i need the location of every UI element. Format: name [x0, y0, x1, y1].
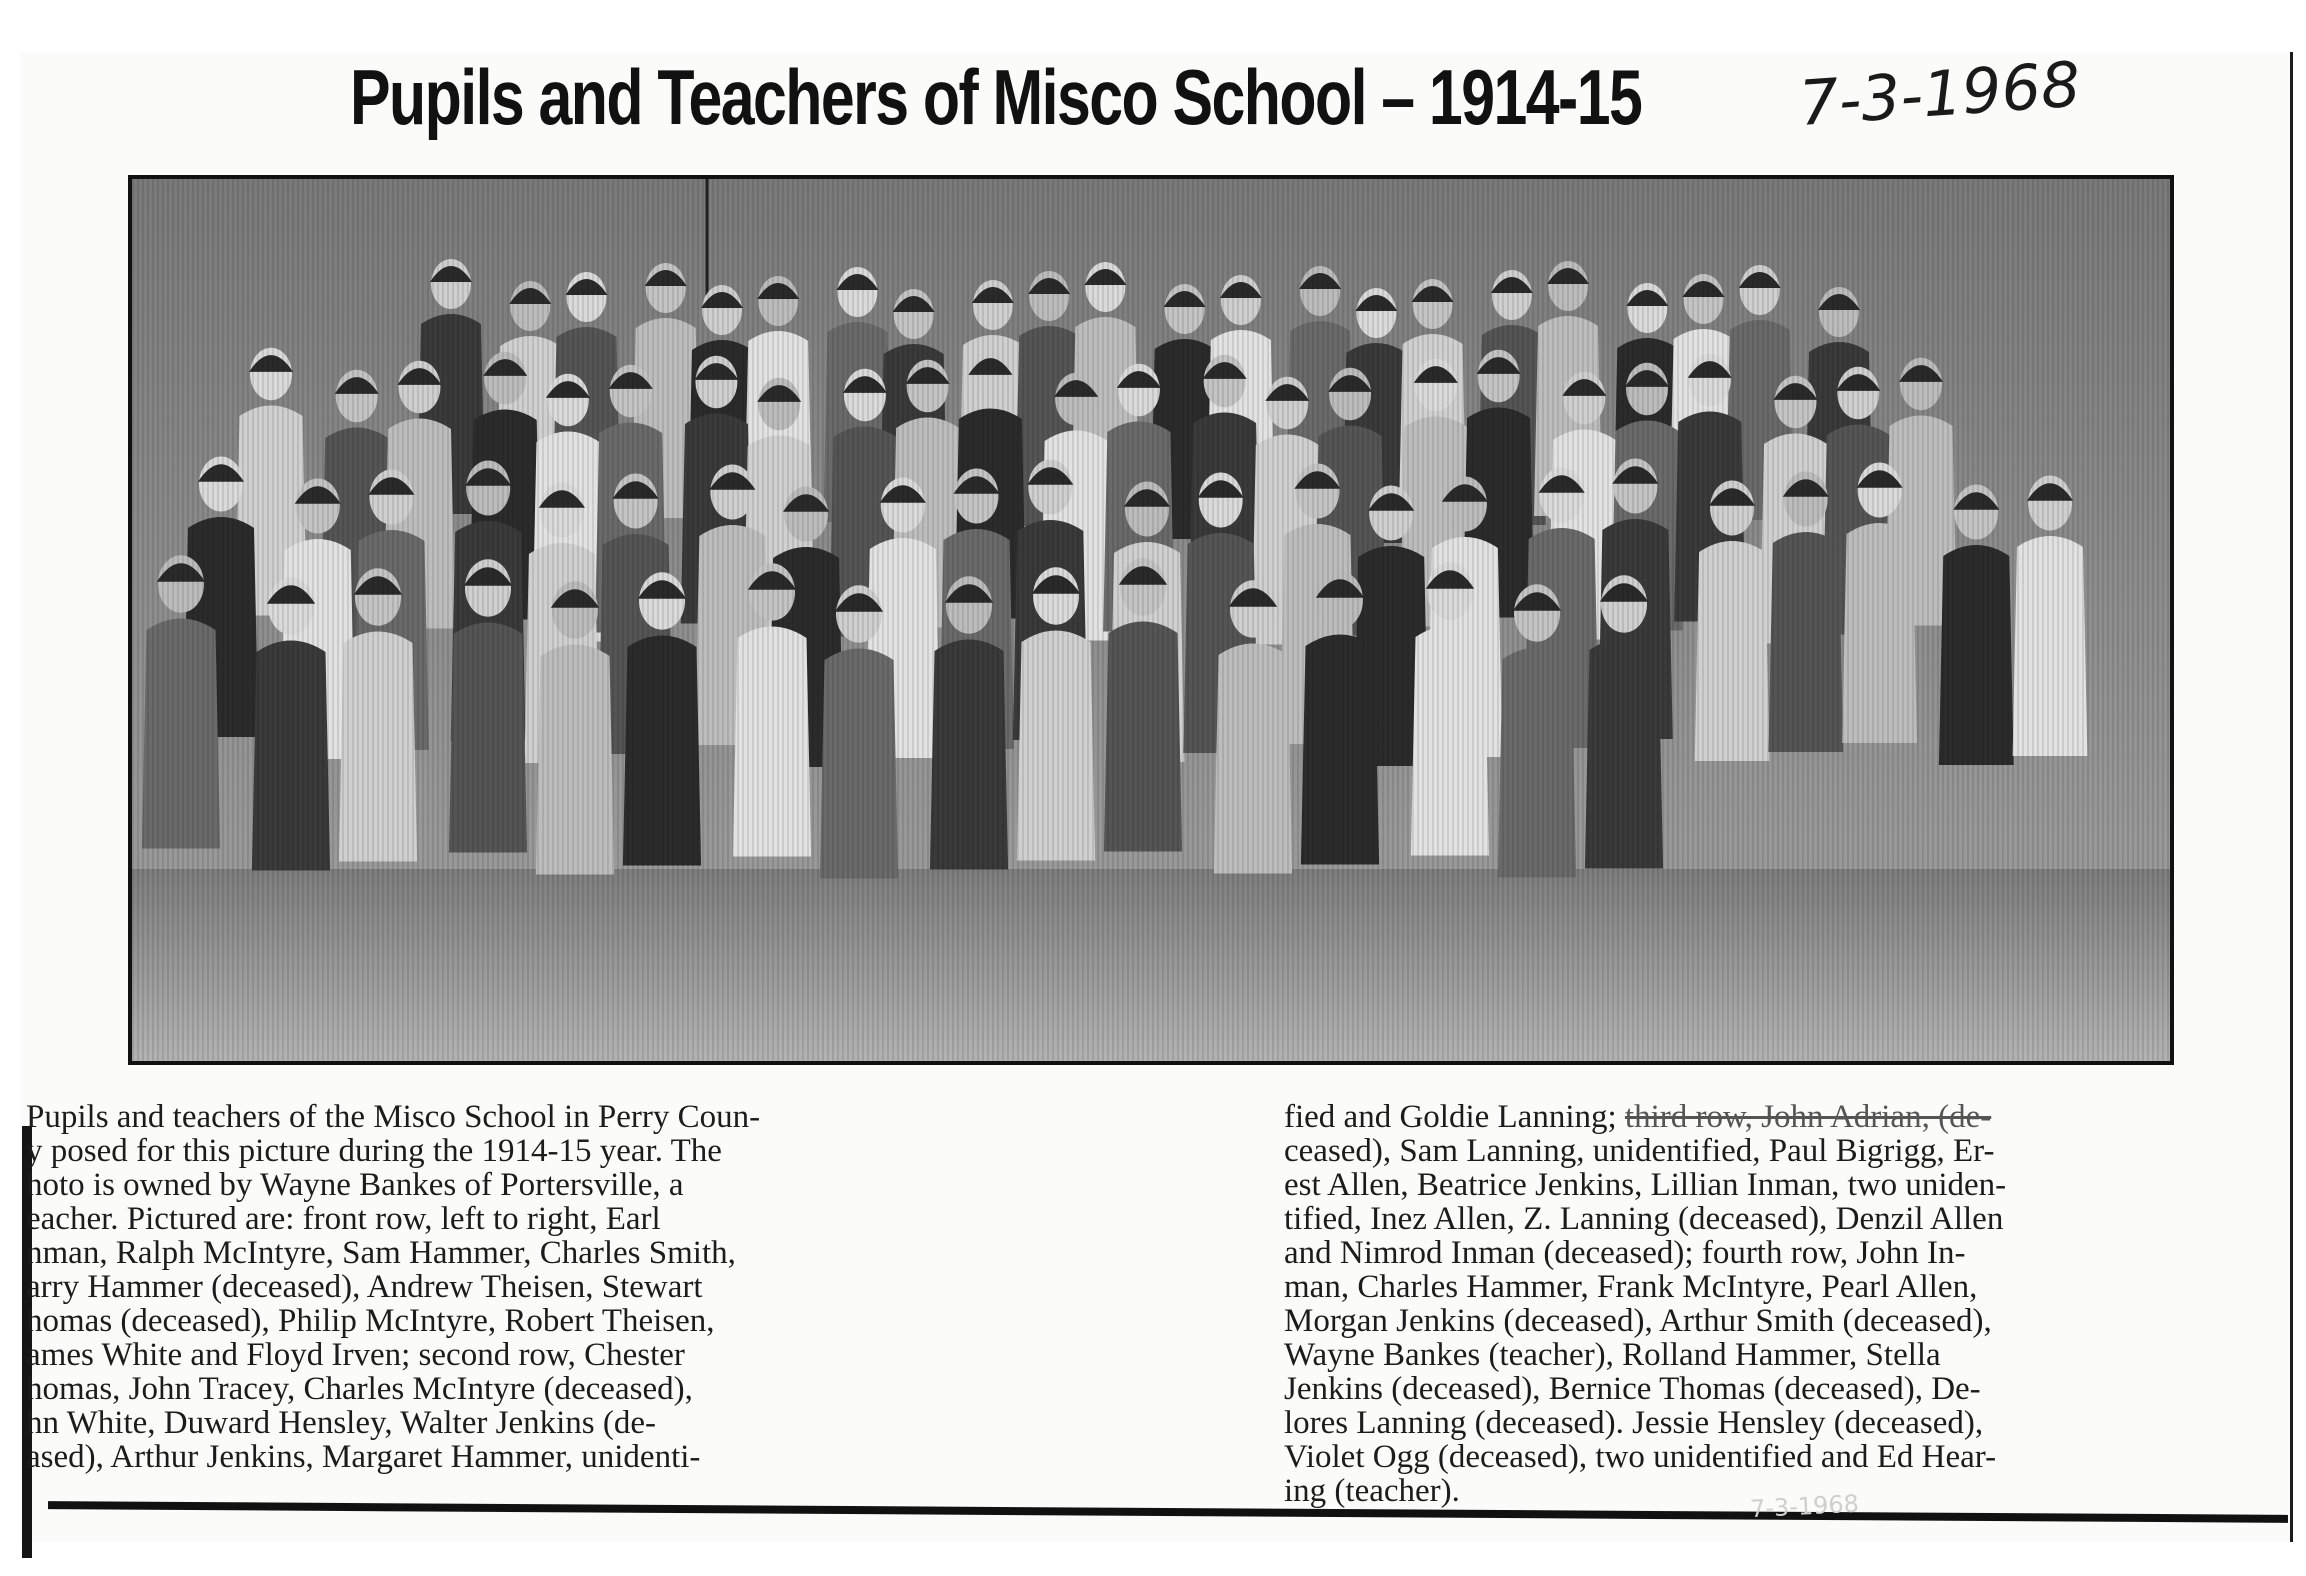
struck-text: third row, John Adrian, (de- [1624, 1100, 1992, 1134]
caption-line [1284, 1100, 2274, 1134]
caption-line: man, Charles Hammer, Frank McIntyre, Pearl Allen, [1284, 1270, 1978, 1304]
caption-line: nman, Ralph McIntyre, Sam Hammer, Charles Smith, [26, 1236, 736, 1270]
faint-stamp: 7-3-1968 [1749, 1489, 1860, 1524]
caption-line: Violet Ogg (deceased), two unidentified and Ed Hear- [1284, 1440, 1997, 1474]
caption-line: Morgan Jenkins (deceased), Arthur Smith (deceased), [1284, 1304, 1992, 1338]
caption-line: est Allen, Beatrice Jenkins, Lillian Inman, two uniden- [1284, 1168, 2007, 1202]
caption-line: homas (deceased), Philip McIntyre, Robert Theisen, [26, 1304, 715, 1338]
caption-line: lores Lanning (deceased). Jessie Hensley (deceased), [1284, 1406, 1984, 1440]
caption-line: hn White, Duward Hensley, Walter Jenkins (de- [26, 1406, 656, 1440]
caption-line: ceased), Sam Lanning, unidentified, Paul Bigrigg, Er- [1284, 1134, 1995, 1168]
halftone-overlay [132, 179, 2170, 1061]
group-portrait-photo [128, 175, 2174, 1065]
headline: Pupils and Teachers of Misco School – 1914-15 [350, 53, 1642, 141]
caption-right-column [1284, 1100, 2274, 1508]
caption-line: homas, John Tracey, Charles McIntyre (deceased), [26, 1372, 693, 1406]
caption-text: fied and Goldie Lanning; [1284, 1100, 1625, 1134]
caption-line: ing (teacher). [1284, 1474, 1460, 1508]
caption-line: eacher. Pictured are: front row, left to right, Earl [26, 1202, 661, 1236]
caption-line: arry Hammer (deceased), Andrew Theisen, Stewart [26, 1270, 703, 1304]
caption-line: Wayne Bankes (teacher), Rolland Hammer, Stella [1284, 1338, 1941, 1372]
caption-line: ased), Arthur Jenkins, Margaret Hammer, unidenti- [26, 1440, 701, 1474]
handwritten-date: 7-3-1968 [1796, 47, 2083, 141]
caption-left-column [26, 1100, 1016, 1474]
caption-line: Jenkins (deceased), Bernice Thomas (deceased), De- [1284, 1372, 1981, 1406]
caption-line: and Nimrod Inman (deceased); fourth row, John In- [1284, 1236, 1966, 1270]
photo-svg [132, 179, 2170, 1061]
caption-line: Pupils and teachers of the Misco School in Perry Coun- [26, 1100, 761, 1134]
caption-line: y posed for this picture during the 1914-15 year. The [26, 1134, 722, 1168]
caption-line: tified, Inez Allen, Z. Lanning (deceased), Denzil Allen [1284, 1202, 2004, 1236]
caption-line: ames White and Floyd Irven; second row, Chester [26, 1338, 685, 1372]
caption-line: hoto is owned by Wayne Bankes of Portersville, a [26, 1168, 684, 1202]
